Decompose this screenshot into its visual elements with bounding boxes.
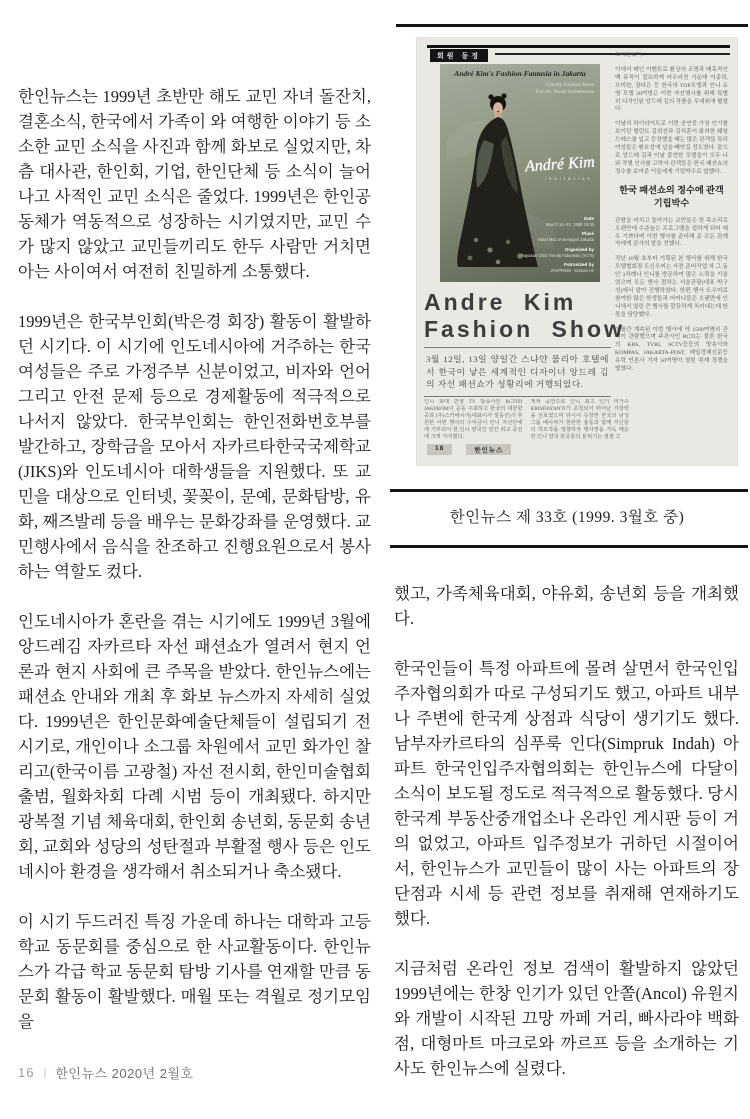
poster-detail-value: Hotel MULIA Senayan Jakarta [537, 237, 594, 243]
clipping-header-rule [427, 45, 730, 48]
poster-detail-value: March 12~13, 1999 19:00 [546, 221, 594, 227]
right-text-column [394, 581, 739, 1106]
clipping-article-heading: 한국 패션쇼의 정수에 관객 기립박수 [619, 184, 724, 208]
poster-detail [521, 231, 594, 243]
clipping-article-paragraph: 이에서 메인 이벤트로 환상의 조명과 매혹적인 백 뮤직이 절묘하게 어우러진 가운데 이종희, 오미란, 장다은 등 한국의 TOP모델과 인니 유명 모델 20여명은 이번 자선행사를 위해 특별히 디자인된 앙드레 김의 작품을 무대위에 펼쳤다. [615, 66, 728, 113]
body-paragraph: 인도네시아가 혼란을 겪는 시기에도 1999년 3월에 앙드레김 자카르타 자선 패션쇼가 열려서 현지 언론과 현지 사회에 큰 주목을 받았다. 한인뉴스에는 패션쇼 안내와 개최 후 화보 뉴스까지 자세히 실었다. 1999년은 한인문화예술단체들이 설립되기 전 시기로, 개인이나 소그룹 차원에서 교민 화가인 찰리고(한국이름 고광철) 자선 전시회, 한인미술협회 출범, 월화차회 다례 시범 등이 개최됐다. 하지만 광복절 기념 체육대회, 한인회 송년회, 동문회 송년회, 교회와 성당의 성탄절과 부활절 행사 등은 인도네시아 환경을 생각해서 취소되거나 축소됐다. [18, 612, 371, 881]
poster-title: André Kim's Fashion Fantasia in Jakarta [454, 69, 586, 78]
body-paragraph: 했고, 가족체육대회, 야유회, 송년회 등을 개최했다. [394, 584, 739, 628]
clipping-page-footer [427, 444, 511, 455]
clipping-headline [424, 289, 625, 343]
left-text-column [18, 84, 371, 1059]
caption-bottom-rule [390, 545, 748, 548]
figure-caption: 한인뉴스 제 33호 (1999. 3월호 중) [449, 509, 685, 526]
page-number: 16 [18, 1065, 35, 1080]
poster-subtitle-line1: Charity Fashion Show [545, 82, 594, 88]
poster-detail [521, 216, 594, 228]
poster-detail-label: Organized by [564, 246, 594, 252]
poster-invitation-label: invitation [544, 176, 593, 181]
clipping-headline-line1: Andre Kim [424, 289, 577, 315]
body-paragraph: 한인뉴스는 1999년 초반만 해도 교민 자녀 돌잔치, 결혼소식, 한국에서 가족이 와 여행한 이야기 등 소소한 교민 소식을 사진과 함께 화보로 실었지만, 차츰 대사관, 한인회, 기업, 한인단체 등 소식이 늘어나고 사적인 교민 소식은 줄었다. 1999년은 한인공동체가 역동적으로 성장하는 시기였지만, 교민 수가 많지 않았고 교민들끼리도 한두 사람만 거치면 아는 사이여서 여전히 친밀하게 소통했다. [18, 87, 371, 281]
caption-top-rule [390, 489, 748, 492]
body-paragraph: 한국인들이 특정 아파트에 몰려 살면서 한국인입주자협의회가 따로 구성되기도 했고, 아파트 내부나 주변에 한국계 상점과 식당이 생기기도 했다. 남부자카르타의 심푸룩 인다(Simpruk Indah) 아파트 한국인입주자협의회는 한인뉴스에 다달이 소식이 보도될 정도로 적극적으로 활동했다. 당시 한국계 부동산중개업소나 온라인 게시판 등이 거의 없었고, 아파트 입주정보가 귀하던 시절이어서, 한인뉴스가 교민들이 많이 사는 아파트의 장단점과 시세 등 관련 정보를 취재해 연재하기도 했다. [394, 659, 739, 928]
clipping-article-paragraph: 관람을 마치고 돌아가는 교민들은 한 목소리로 오랜만에 수준높은 프로그램을 접하게 되어 매우 기쁘다며 이번 행사를 준비해 준 모든 관계자에게 감사의 말을 전했다. [615, 217, 728, 248]
clipping-magazine-title: 한인뉴스 [466, 444, 511, 455]
clipping-article-paragraph: 이날의 하이라이트로 이번 공연중 가장 인기를 보이던 탤런트 김희선과 김석훈이 화려한 웨딩드레스를 입고 등장했을 때는 많은 관객들 특히 여성들은 환호성에 넋을 빼앗길 정도였다. 끝으로 앙드레 김과 이날 출연한 모델들이 모두 나와 작별 인사를 고하자 관객들은 한국 패션쇼의 정수를 보여준 이들에게 기립박수로 답했다. [615, 121, 728, 175]
body-paragraph: 지금처럼 온라인 정보 검색이 활발하지 않았던 1999년에는 한창 인기가 있던 안쫄(Ancol) 유원지와 개발이 시작된 끄망 까페 거리, 빠사라야 백화점, 대형마트 마크로와 까르프 등을 소개하는 기사도 한인뉴스에 실렸다. [394, 959, 739, 1078]
poster-detail-label: Patronized by [563, 262, 594, 268]
clipping-page-number: 18 [427, 444, 452, 455]
clipping-headline-line2: Fashion Show [424, 316, 625, 342]
poster-detail [521, 247, 594, 259]
clipping-section-label: 회원 동정 [430, 49, 488, 62]
body-paragraph: 1999년은 한국부인회(박은경 회장) 활동이 활발하던 시기다. 이 시기에 인도네시아에 거주하는 한국 여성들은 주로 가정주부 신분이었고, 비자와 언어 그리고 안전 문제 등으로 경제활동에 적극적으로 나서지 않았다. 한국부인회는 한인전화번호부를 발간하고, 장학금을 모아서 자카르타한국국제학교(JIKS)와 인도네시아 대학생들을 지원했다. 또 교민을 대상으로 인터넷, 꽃꽂이, 문예, 문화탐방, 유화, 째즈발레 등을 배우는 문화강좌를 운영했다. 교민행사에서 음식을 찬조하고 진행요원으로서 봉사하는 역할도 컸다. [18, 312, 371, 581]
andre-kim-signature: André Kim [524, 153, 596, 176]
clipping-body-column: 인니 최대 민영 TV 방송사인 RCTI와 JAKPROM이 공동 주최하고 한국의 대한항공과 (주)스카에시아(대표이사 정동선)가 후원한 이번 행사의 수익금이 인니 자선단체에 기부되어 한.인니 양국간 민간 외교 증진에 크게 기여했다. [424, 399, 523, 441]
poster-subtitle-line2: For the Needy Indonesians [535, 89, 594, 95]
poster-detail-value: JAKPROM · Korean Air [550, 268, 594, 274]
page-footer [18, 1063, 194, 1082]
poster-detail [521, 262, 594, 274]
poster-detail-label: Date [584, 215, 594, 221]
magazine-clipping-scan [417, 38, 737, 465]
top-divider-rule [396, 24, 748, 27]
poster-detail-label: Place [581, 231, 594, 237]
footer-separator: | [43, 1066, 47, 1079]
clipping-article-intro: 초대받았다. [615, 52, 644, 58]
body-paragraph: 이 시기 두드러진 특징 가운데 하나는 대학과 고등학교 동문회를 중심으로 한 사교활동이다. 한인뉴스가 각급 학교 동문회 탐방 기사를 연재할 만큼 동문회 활동이 활발했다. 매월 또는 격월로 정기모임을 [18, 912, 371, 1031]
edition-label: 한인뉴스 2020년 2월호 [55, 1066, 194, 1081]
clipping-lead-paragraph: 3월 12일, 13일 양일간 스냐얀 물리아 호텔에서 한국이 낳은 세계적인 디자이너 앙드레 김의 자선 패션쇼가 성황리에 거행되었다. [424, 347, 611, 397]
clipping-article-column [615, 52, 728, 454]
fashion-show-poster [440, 64, 600, 282]
poster-detail-value: Yayasan Citra Trendy Indonesia (YCTI) [521, 252, 594, 258]
clipping-article-paragraph: 작년 10월 초부터 기획된 본 행사를 위해 한국 모델협회장 도신우씨는 사전 준비작업 차 그 동안 3차례나 인니를 방문하여 많은 노력을 기울였으며 모든 행사 절차는 서울관광(대표 박구성)에서 맡아 진행하였다. 한편 행사 도우미로 참여한 많은 학생들과 어머니들은 오랜만에 인니에서 열린 큰 행사를 깔끔하게 치러내는데 한 몫을 담당했다. [615, 256, 728, 318]
poster-event-details [521, 212, 594, 274]
clipping-body-column: 게짜 공연으로 인니 최고 인기 여가수 KRISDAYANTI가 초청되어 뛰어난 가창력을 선보였으며 뒤이어 등장한 한국의 남성그룹 베사차가 현란한 율동과 함께 자신들의 히트작을 열창하자 행사장을 가득 메운 한.인니 양국 관중들의 분위기는 점점 고 [530, 399, 629, 441]
clipping-article-paragraph: 이틀간 계속된 이번 행사에 약 1500여명의 관객이 관람했으며 주관사인 RCTI는 물론 한국의 KBS, TVRI, SCTV등등의 방송사와 KOMPAS, JAKARTA-POST, 매일경제신문등 유력 언론사 기자 50여명이 열띤 취재 경쟁을 벌였다. [615, 326, 728, 373]
